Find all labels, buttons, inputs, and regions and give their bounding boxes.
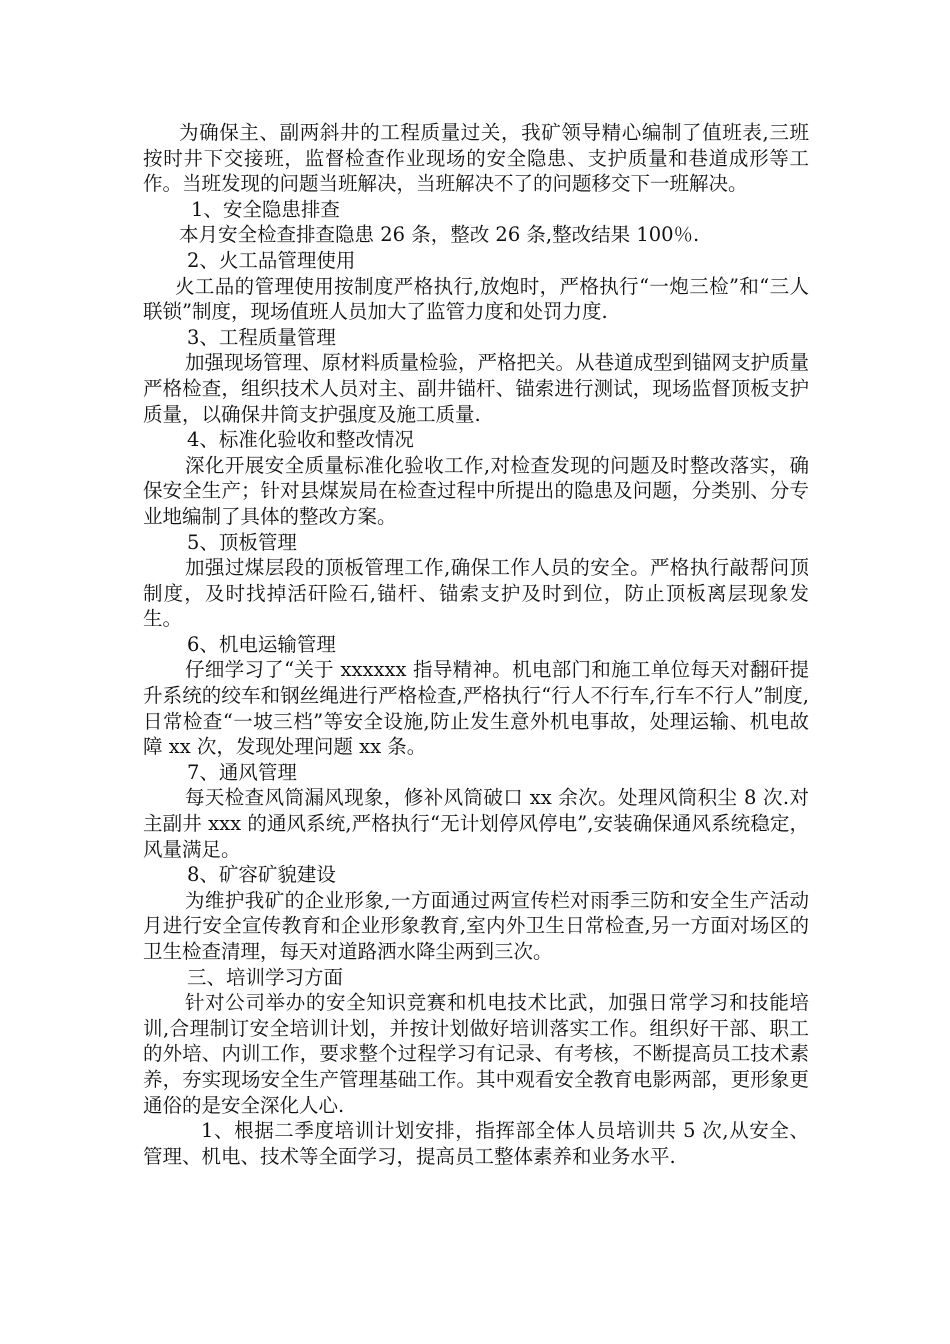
body-paragraph: 加强过煤层段的顶板管理工作,确保工作人员的安全。严格执行敲帮问顶制度，及时找掉活矸险石,锚杆、锚索支护及时到位，防止顶板离层现象发生。 (143, 556, 809, 631)
section-heading: 三、培训学习方面 (187, 965, 344, 989)
intro-paragraph: 为确保主、副两斜井的工程质量过关，我矿领导精心编制了值班表,三班按时井下交接班，监督检查作业现场的安全隐患、支护质量和巷道成形等工作。当班发现的问题当班解决，当班解决不了的问题移交下一班解决。 (143, 121, 809, 196)
body-paragraph: 加强现场管理、原材料质量检验，严格把关。从巷道成型到锚网支护质量严格检查，组织技术人员对主、副井锚杆、锚索进行测试，现场监督顶板支护质量，以确保井筒支护强度及施工质量. (143, 351, 810, 426)
section-heading: 2、火工品管理使用 (187, 248, 356, 272)
section-heading: 7、通风管理 (187, 760, 297, 784)
body-paragraph: 为维护我矿的企业形象,一方面通过两宣传栏对雨季三防和安全生产活动月进行安全宣传教育和企业形象教育,室内外卫生日常检查,另一方面对场区的卫生检查清理，每天对道路洒水降尘两到三次。 (143, 888, 809, 963)
body-paragraph: 深化开展安全质量标准化验收工作,对检查发现的问题及时整改落实，确保安全生产；针对县煤炭局在检查过程中所提出的隐患及问题，分类别、分专业地编制了具体的整改方案。 (143, 453, 809, 528)
section-heading: 6、机电运输管理 (187, 632, 336, 656)
section-heading: 1、安全隐患排查 (191, 197, 340, 221)
body-paragraph: 仔细学习了“关于 xxxxxx 指导精神。机电部门和施工单位每天对翻矸提升系统的绞车和钢丝绳进行严格检查,严格执行“行人不行车,行车不行人”制度,日常检查“一坡三档”等安全设施,防止发生意外机电事故，处理运输、机电故障 xx 次，发现处理问题 xx 条。 (143, 658, 809, 759)
body-paragraph: 火工品的管理使用按制度严格执行,放炮时，严格执行“一炮三检”和“三人联锁”制度，现场值班人员加大了监管力度和处罚力度. (143, 274, 809, 324)
section-heading: 4、标准化验收和整改情况 (187, 428, 414, 452)
body-paragraph: 本月安全检查排查隐患 26 条，整改 26 条,整改结果 100％. (179, 223, 700, 247)
section-heading: 5、顶板管理 (187, 530, 297, 554)
document-page (143, 120, 809, 1169)
body-paragraph: 针对公司举办的安全知识竞赛和机电技术比武，加强日常学习和技能培训,合理制订安全培训计划，并按计划做好培训落实工作。组织好干部、职工的外培、内训工作，要求整个过程学习有记录、有考核，不断提高员工技术素养，夯实现场安全生产管理基础工作。其中观看安全教育电影两部，更形象更通俗的是安全深化人心. (143, 991, 809, 1117)
body-paragraph: 每天检查风筒漏风现象，修补风筒破口 xx 余次。处理风筒积尘 8 次.对主副井 xxx 的通风系统,严格执行“无计划停风停电”,安装确保通风系统稳定，风量满足。 (143, 786, 809, 861)
section-heading: 8、矿容矿貌建设 (187, 863, 336, 887)
section-heading: 3、工程质量管理 (187, 325, 336, 349)
body-paragraph: 1、根据二季度培训计划安排，指挥部全体人员培训共 5 次,从安全、管理、机电、技术等全面学习，提高员工整体素养和业务水平. (143, 1119, 809, 1168)
